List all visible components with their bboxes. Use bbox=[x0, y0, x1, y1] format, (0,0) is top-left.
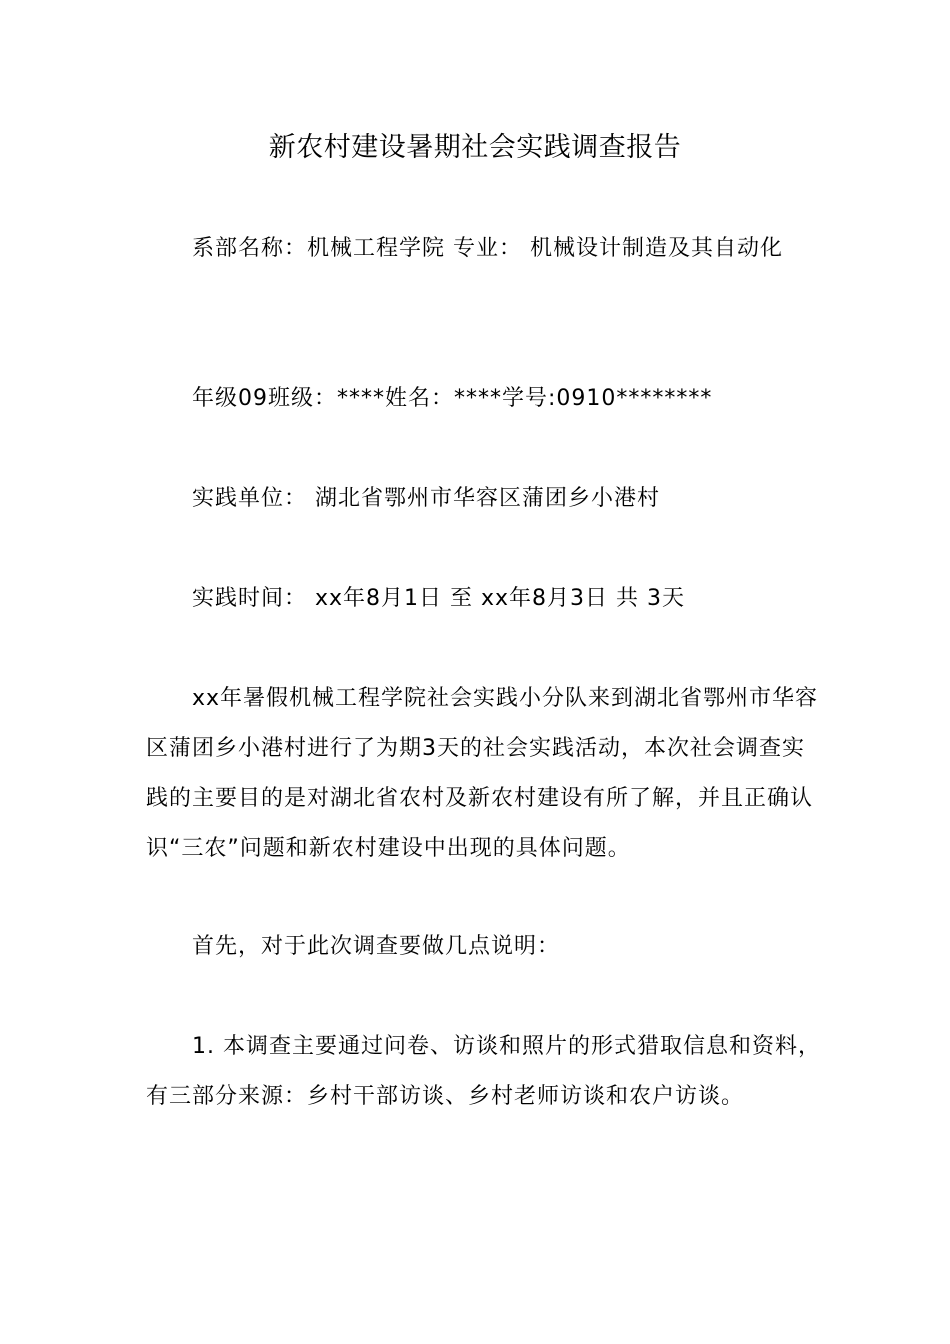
first-note-paragraph: 首先，对于此次调查要做几点说明： bbox=[192, 934, 561, 959]
practice-time-paragraph: 实践时间： xx年8月1日 至 xx年8月3日 共 3天 bbox=[192, 586, 686, 611]
department-paragraph: 系部名称：机械工程学院 专业： 机械设计制造及其自动化 bbox=[192, 236, 783, 261]
document-title: 新农村建设暑期社会实践调查报告 bbox=[268, 132, 682, 163]
grade-paragraph: 年级09班级：****姓名：****学号:0910******** bbox=[192, 386, 713, 411]
item-1-paragraph: 1. 本调查主要通过问卷、访谈和照片的形式猎取信息和资料，有三部分来源：乡村干部访谈、乡村老师访谈和农户访谈。 bbox=[146, 1034, 821, 1109]
intro-paragraph: xx年暑假机械工程学院社会实践小分队来到湖北省鄂州市华容区蒲团乡小港村进行了为期3天的社会实践活动，本次社会调查实践的主要目的是对湖北省农村及新农村建设有所了解，并且正确认识“三农”问题和新农村建设中出现的具体问题。 bbox=[146, 686, 819, 861]
practice-unit-paragraph: 实践单位： 湖北省鄂州市华容区蒲团乡小港村 bbox=[192, 486, 660, 511]
